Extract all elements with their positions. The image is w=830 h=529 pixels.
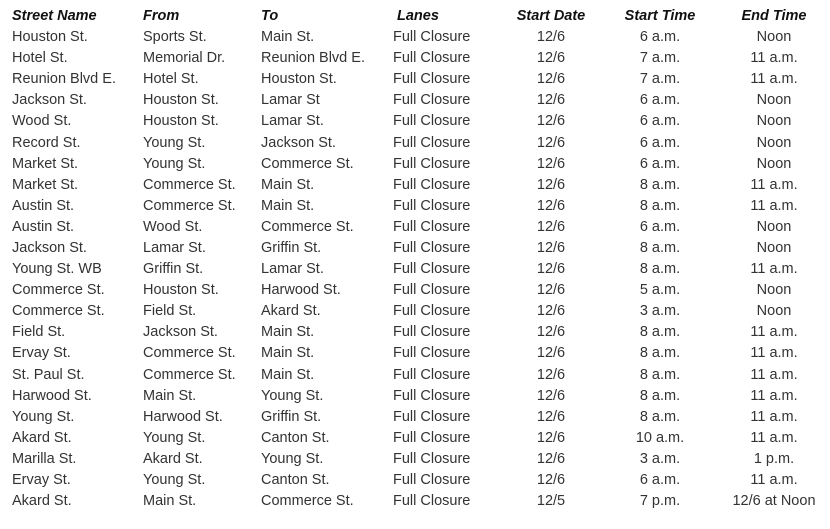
header-start-time: Start Time: [624, 8, 696, 24]
cell-from: Harwood St.: [143, 408, 223, 425]
cell-start-date: 12/5: [536, 493, 566, 510]
cell-from: Young St.: [143, 155, 206, 172]
cell-end-time: Noon: [756, 218, 792, 235]
table-row: [0, 69, 830, 90]
cell-lanes: Full Closure: [393, 472, 471, 489]
cell-start-date: 12/6: [536, 134, 566, 151]
cell-to: Young St.: [261, 450, 324, 467]
cell-end-time: 11 a.m.: [750, 387, 798, 404]
cell-street-name: Wood St.: [12, 113, 72, 130]
table-row: [0, 196, 830, 217]
cell-to: Main St.: [261, 176, 315, 193]
cell-street-name: Jackson St.: [12, 92, 87, 109]
table-row: [0, 449, 830, 470]
cell-start-date: 12/6: [536, 218, 566, 235]
cell-street-name: Market St.: [12, 155, 79, 172]
table-row: [0, 428, 830, 449]
cell-to: Main St.: [261, 324, 315, 341]
cell-end-time: 1 p.m.: [753, 450, 795, 467]
cell-start-date: 12/6: [536, 113, 566, 130]
table-body: [0, 27, 830, 512]
cell-end-time: Noon: [756, 239, 792, 256]
cell-street-name: Record St.: [12, 134, 81, 151]
cell-to: Harwood St.: [261, 282, 341, 299]
cell-end-time: 11 a.m.: [750, 429, 798, 446]
cell-start-time: 6 a.m.: [639, 218, 681, 235]
cell-from: Houston St.: [143, 92, 219, 109]
cell-lanes: Full Closure: [393, 113, 471, 130]
cell-start-time: 6 a.m.: [639, 472, 681, 489]
table-row: [0, 470, 830, 491]
table-row: [0, 132, 830, 153]
cell-end-time: 11 a.m.: [750, 50, 798, 67]
cell-street-name: Young St. WB: [12, 261, 102, 278]
cell-start-time: 5 a.m.: [639, 282, 681, 299]
cell-lanes: Full Closure: [393, 155, 471, 172]
cell-start-time: 7 p.m.: [639, 493, 681, 510]
table-row: [0, 343, 830, 364]
cell-lanes: Full Closure: [393, 71, 471, 88]
cell-start-date: 12/6: [536, 450, 566, 467]
table-row: [0, 280, 830, 301]
table-row: [0, 322, 830, 343]
table-row: [0, 386, 830, 407]
cell-start-time: 8 a.m.: [639, 239, 681, 256]
cell-start-time: 6 a.m.: [639, 134, 681, 151]
cell-street-name: Young St.: [12, 408, 75, 425]
cell-to: Akard St.: [261, 303, 321, 320]
header-to: To: [261, 8, 279, 24]
cell-end-time: 11 a.m.: [750, 261, 798, 278]
cell-from: Akard St.: [143, 450, 203, 467]
cell-lanes: Full Closure: [393, 387, 471, 404]
cell-from: Wood St.: [143, 218, 203, 235]
table-row: [0, 301, 830, 322]
cell-lanes: Full Closure: [393, 134, 471, 151]
cell-lanes: Full Closure: [393, 50, 471, 67]
cell-end-time: 11 a.m.: [750, 408, 798, 425]
cell-lanes: Full Closure: [393, 176, 471, 193]
cell-start-date: 12/6: [536, 408, 566, 425]
cell-lanes: Full Closure: [393, 408, 471, 425]
cell-start-date: 12/6: [536, 472, 566, 489]
cell-start-time: 6 a.m.: [639, 29, 681, 46]
cell-end-time: Noon: [756, 92, 792, 109]
cell-end-time: Noon: [756, 282, 792, 299]
cell-from: Houston St.: [143, 282, 219, 299]
table-row: [0, 175, 830, 196]
cell-lanes: Full Closure: [393, 261, 471, 278]
cell-end-time: 11 a.m.: [750, 472, 798, 489]
cell-start-date: 12/6: [536, 345, 566, 362]
cell-from: Jackson St.: [143, 324, 218, 341]
cell-end-time: Noon: [756, 155, 792, 172]
table-row: [0, 238, 830, 259]
cell-start-date: 12/6: [536, 29, 566, 46]
cell-lanes: Full Closure: [393, 218, 471, 235]
cell-start-time: 8 a.m.: [639, 197, 681, 214]
cell-start-date: 12/6: [536, 303, 566, 320]
header-from: From: [143, 8, 180, 24]
cell-lanes: Full Closure: [393, 366, 471, 383]
cell-to: Houston St.: [261, 71, 337, 88]
cell-to: Canton St.: [261, 472, 330, 489]
cell-end-time: Noon: [756, 303, 792, 320]
cell-start-date: 12/6: [536, 429, 566, 446]
cell-from: Griffin St.: [143, 261, 204, 278]
cell-to: Commerce St.: [261, 155, 354, 172]
cell-from: Young St.: [143, 134, 206, 151]
cell-to: Griffin St.: [261, 408, 322, 425]
cell-street-name: Austin St.: [12, 218, 75, 235]
cell-start-date: 12/6: [536, 261, 566, 278]
cell-start-time: 8 a.m.: [639, 366, 681, 383]
table-row: [0, 365, 830, 386]
cell-end-time: Noon: [756, 29, 792, 46]
cell-from: Field St.: [143, 303, 197, 320]
cell-street-name: Harwood St.: [12, 387, 92, 404]
table-row: [0, 217, 830, 238]
cell-street-name: Jackson St.: [12, 239, 87, 256]
cell-start-date: 12/6: [536, 92, 566, 109]
cell-from: Young St.: [143, 472, 206, 489]
cell-street-name: Austin St.: [12, 197, 75, 214]
cell-to: Main St.: [261, 197, 315, 214]
cell-to: Main St.: [261, 29, 315, 46]
cell-end-time: 11 a.m.: [750, 71, 798, 88]
header-row: [0, 6, 830, 27]
cell-lanes: Full Closure: [393, 29, 471, 46]
cell-start-time: 6 a.m.: [639, 92, 681, 109]
header-street-name: Street Name: [12, 8, 97, 24]
cell-street-name: Akard St.: [12, 493, 72, 510]
cell-from: Commerce St.: [143, 345, 236, 362]
cell-start-time: 8 a.m.: [639, 261, 681, 278]
cell-street-name: St. Paul St.: [12, 366, 85, 383]
cell-start-date: 12/6: [536, 282, 566, 299]
cell-start-date: 12/6: [536, 197, 566, 214]
cell-start-time: 6 a.m.: [639, 113, 681, 130]
header-end-time: End Time: [741, 8, 807, 24]
cell-from: Lamar St.: [143, 239, 206, 256]
cell-start-time: 3 a.m.: [639, 450, 681, 467]
cell-to: Commerce St.: [261, 493, 354, 510]
cell-end-time: Noon: [756, 113, 792, 130]
cell-to: Main St.: [261, 366, 315, 383]
cell-start-time: 8 a.m.: [639, 324, 681, 341]
table-row: [0, 491, 830, 512]
cell-lanes: Full Closure: [393, 450, 471, 467]
cell-from: Main St.: [143, 387, 197, 404]
cell-start-date: 12/6: [536, 176, 566, 193]
cell-street-name: Hotel St.: [12, 50, 68, 67]
cell-lanes: Full Closure: [393, 493, 471, 510]
cell-start-date: 12/6: [536, 366, 566, 383]
cell-start-time: 10 a.m.: [635, 429, 685, 446]
table-row: [0, 154, 830, 175]
cell-street-name: Field St.: [12, 324, 66, 341]
cell-lanes: Full Closure: [393, 197, 471, 214]
cell-street-name: Commerce St.: [12, 282, 105, 299]
cell-end-time: 11 a.m.: [750, 324, 798, 341]
cell-to: Main St.: [261, 345, 315, 362]
cell-end-time: 11 a.m.: [750, 345, 798, 362]
cell-start-date: 12/6: [536, 50, 566, 67]
cell-lanes: Full Closure: [393, 345, 471, 362]
header-lanes: Lanes: [397, 8, 439, 24]
cell-from: Main St.: [143, 493, 197, 510]
cell-end-time: 11 a.m.: [750, 366, 798, 383]
table-header: [0, 6, 830, 27]
cell-to: Canton St.: [261, 429, 330, 446]
cell-start-date: 12/6: [536, 71, 566, 88]
cell-from: Commerce St.: [143, 366, 236, 383]
cell-to: Commerce St.: [261, 218, 354, 235]
cell-start-time: 8 a.m.: [639, 176, 681, 193]
cell-start-date: 12/6: [536, 155, 566, 172]
cell-lanes: Full Closure: [393, 92, 471, 109]
table-row: [0, 48, 830, 69]
cell-from: Hotel St.: [143, 71, 199, 88]
cell-to: Lamar St: [261, 92, 320, 109]
cell-street-name: Commerce St.: [12, 303, 105, 320]
cell-start-time: 8 a.m.: [639, 408, 681, 425]
cell-to: Young St.: [261, 387, 324, 404]
cell-start-time: 6 a.m.: [639, 155, 681, 172]
cell-start-date: 12/6: [536, 387, 566, 404]
cell-lanes: Full Closure: [393, 282, 471, 299]
cell-start-time: 8 a.m.: [639, 387, 681, 404]
cell-from: Commerce St.: [143, 197, 236, 214]
cell-start-time: 7 a.m.: [639, 71, 681, 88]
cell-street-name: Houston St.: [12, 29, 88, 46]
cell-lanes: Full Closure: [393, 324, 471, 341]
cell-lanes: Full Closure: [393, 303, 471, 320]
table-row: [0, 27, 830, 48]
cell-street-name: Ervay St.: [12, 472, 71, 489]
cell-from: Sports St.: [143, 29, 207, 46]
cell-to: Lamar St.: [261, 113, 324, 130]
table-row: [0, 111, 830, 132]
cell-start-date: 12/6: [536, 239, 566, 256]
table-row: [0, 259, 830, 280]
cell-end-time: 11 a.m.: [750, 176, 798, 193]
cell-end-time: 12/6 at Noon: [732, 493, 816, 510]
cell-from: Young St.: [143, 429, 206, 446]
cell-end-time: Noon: [756, 134, 792, 151]
cell-street-name: Akard St.: [12, 429, 72, 446]
cell-to: Lamar St.: [261, 261, 324, 278]
cell-street-name: Marilla St.: [12, 450, 77, 467]
cell-start-time: 3 a.m.: [639, 303, 681, 320]
cell-to: Reunion Blvd E.: [261, 50, 365, 67]
cell-from: Memorial Dr.: [143, 50, 226, 67]
header-start-date: Start Date: [516, 8, 586, 24]
cell-start-time: 7 a.m.: [639, 50, 681, 67]
road-closures-table: [0, 6, 830, 512]
cell-street-name: Market St.: [12, 176, 79, 193]
cell-from: Houston St.: [143, 113, 219, 130]
cell-from: Commerce St.: [143, 176, 236, 193]
cell-start-time: 8 a.m.: [639, 345, 681, 362]
cell-street-name: Ervay St.: [12, 345, 71, 362]
cell-end-time: 11 a.m.: [750, 197, 798, 214]
table-row: [0, 90, 830, 111]
cell-lanes: Full Closure: [393, 239, 471, 256]
cell-to: Griffin St.: [261, 239, 322, 256]
cell-lanes: Full Closure: [393, 429, 471, 446]
table-row: [0, 407, 830, 428]
cell-street-name: Reunion Blvd E.: [12, 71, 116, 88]
cell-start-date: 12/6: [536, 324, 566, 341]
cell-to: Jackson St.: [261, 134, 336, 151]
